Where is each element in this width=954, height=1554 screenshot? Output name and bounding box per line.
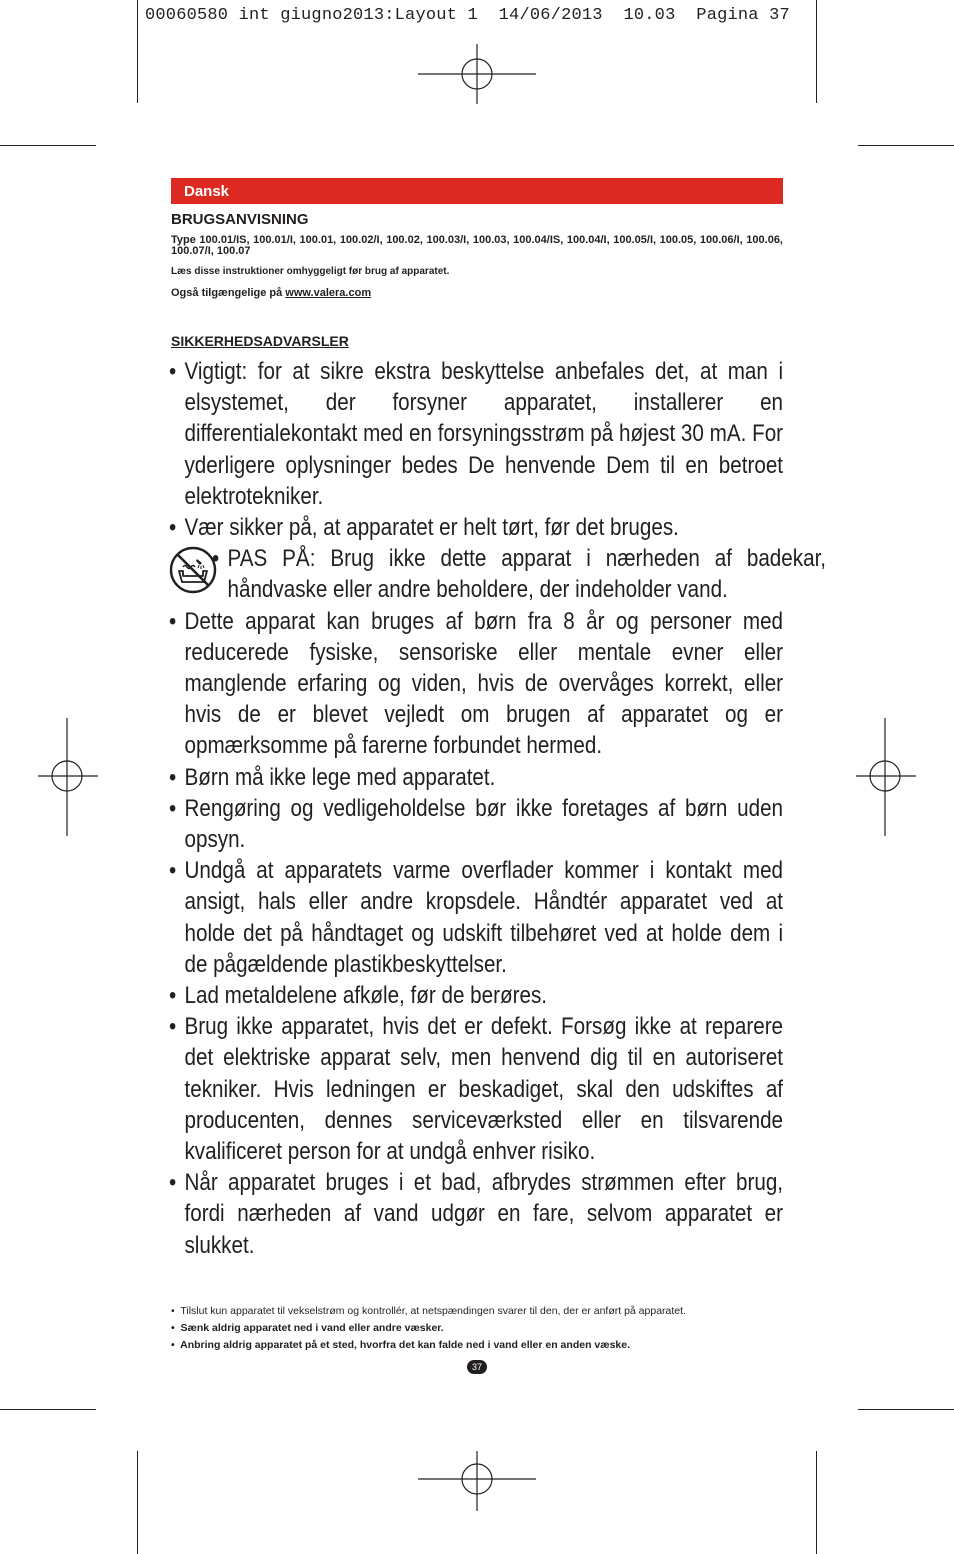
registration-mark-icon [418,1451,536,1511]
warning-item [169,543,826,605]
warning-text: Vigtigt: for at sikre ekstra beskyttelse anbefales det, at man i elsystemet, der forsyner apparatet, installerer en differentialekontakt med en forsyningsstrøm på højest 30 mA. For yderligere oplysninger bedes De henvende Dem til en betroet elektrotekniker. [184,358,784,510]
bullet: • [169,982,177,1010]
bullet: • [169,1013,177,1041]
crop-mark [137,1451,138,1554]
warning-text: Børn må ikke lege med apparatet. [184,763,496,791]
crop-mark [816,1451,817,1554]
warning-item [169,793,783,855]
footnote [171,1339,630,1351]
warning-item [169,1167,783,1261]
warning-item [169,762,783,793]
page-number: 37 [467,1360,487,1374]
registration-mark-icon [856,718,916,836]
read-instructions-note: Læs disse instruktioner omhyggeligt før brug af apparatet. [171,266,450,277]
bullet: • [212,545,220,573]
availability-prefix: Også tilgængelige på [171,287,286,299]
warning-item [169,512,783,543]
crop-mark [137,0,138,103]
document-title: BRUGSANVISNING [171,211,309,228]
footnote-text: Sænk aldrig apparatet ned i vand eller andre væsker. [180,1322,444,1334]
warning-text: Rengøring og vedligeholdelse bør ikke foretages af børn uden opsyn. [184,794,784,854]
crop-mark [858,145,954,146]
crop-mark [0,145,96,146]
footnote-text: Anbring aldrig apparatet på et sted, hvorfra det kan falde ned i vand eller en anden væske. [180,1339,631,1351]
warning-item [169,606,783,762]
model-types: Type 100.01/IS, 100.01/I, 100.01, 100.02/I, 100.02, 100.03/I, 100.03, 100.04/IS, 100.04/I, 100.05/I, 100.05, 100.06/I, 100.06, 100.07/I, 100.07 [171,234,783,257]
warning-item [169,855,783,980]
footnote-text: Tilslut kun apparatet til vekselstrøm og kontrollér, at netspændingen svarer til den, der er anført på apparatet. [180,1305,686,1317]
safety-warnings-list [169,356,827,1261]
warning-text: Når apparatet bruges i et bad, afbrydes strømmen efter brug, fordi nærheden af vand udgør en fare, selvom apparatet er slukket. [184,1169,784,1259]
warning-text: PAS PÅ: Brug ikke dette apparat i nærheden af badekar, håndvaske eller andre beholdere, der indeholder vand. [227,545,827,604]
registration-mark-icon [418,44,536,104]
bullet: • [171,1339,175,1351]
warning-text: Undgå at apparatets varme overflader kommer i kontakt med ansigt, hals eller andre kropsdele. Håndtér apparatet ved at holde det på håndtaget og udskift tilbehøret ved at holde dem i de pågældende plastikbeskyttelser. [184,857,784,978]
warning-text: Vær sikker på, at apparatet er helt tørt, før det bruges. [184,514,679,542]
warning-text: Lad metaldelene afkøle, før de berøres. [184,982,548,1010]
crop-mark [0,1409,96,1410]
bullet: • [169,358,177,385]
bullet: • [169,857,177,885]
warning-item [169,980,783,1011]
bullet: • [171,1305,175,1317]
registration-mark-icon [38,718,98,836]
language-tab [171,178,783,204]
warning-text: Brug ikke apparatet, hvis det er defekt. Forsøg ikke at reparere det elektriske apparat selv, men henvend dig til en autoriseret tekniker. Hvis ledningen er beskadiget, skal den udskiftes af producenten, dennes serviceværksted eller en tilsvarende kvalificeret person for at undgå enhver risiko. [184,1013,784,1166]
bullet: • [169,607,177,635]
crop-mark [816,0,817,103]
website-link[interactable]: www.valera.com [285,287,372,299]
section-heading: SIKKERHEDSADVARSLER [171,333,349,349]
warning-text: Dette apparat kan bruges af børn fra 8 år og personer med reducerede fysiske, sensoriske eller mentale evner eller manglende erfaring og viden, hvis de overvåges korrekt, eller hvis de er blevet vejledt om brugen af apparatet og er opmærksomme på farerne forbundet hermed. [184,607,784,760]
crop-mark [858,1409,954,1410]
bullet: • [169,1169,177,1197]
availability-note [171,287,371,299]
bullet: • [169,514,177,542]
print-slug: 00060580 int giugno2013:Layout 1 14/06/2013 10.03 Pagina 37 [145,6,790,25]
bullet: • [171,1322,175,1334]
bullet: • [169,794,177,822]
footnote [171,1322,444,1334]
bullet: • [169,763,177,791]
language-label: Dansk [184,183,230,200]
warning-item [169,1011,783,1167]
warning-item [169,356,783,512]
footnote [171,1305,686,1317]
